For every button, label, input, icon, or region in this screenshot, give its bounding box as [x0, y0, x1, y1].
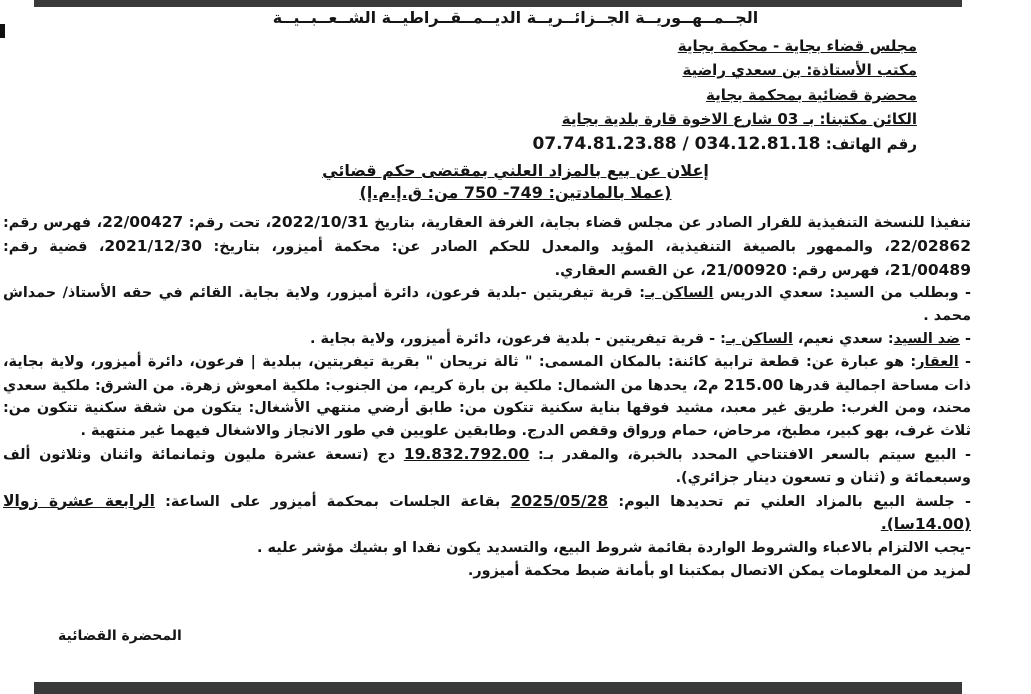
text-segment: : - قرية تيفريتين - بلدية فرعون، دائرة أميزور، ولاية بجاية .: [310, 330, 726, 347]
paragraph-property: [3, 351, 971, 443]
phone-numbers: 07.74.81.23.88 / 034.12.81.18: [532, 133, 821, 154]
notice-title-main: إعلان عن بيع بالمزاد العلني بمقتضى حكم قضائي: [322, 161, 709, 180]
residence-label: الساكن بـ: [725, 330, 793, 347]
notice-body: [3, 211, 971, 583]
top-scan-bar: [34, 0, 962, 7]
court-line: مجلس قضاء بجاية - محكمة بجاية: [677, 37, 917, 55]
paragraph-contact: لمزيد من المعلومات يمكن الاتصال بمكتبنا او بأمانة ضبط محكمة أميزور.: [467, 562, 971, 579]
case-index-number: 21/00920: [705, 260, 787, 279]
phone-line: [397, 132, 917, 156]
property-area: 215.00: [723, 375, 784, 394]
text-segment: دج (تسعة عشرة مليون وثمانمائة واثنان وثلاثون ألف وسبعمائة و (ثنان و تسعون دينار جزائري).: [3, 446, 971, 486]
residence-label: الساكن بـ: [644, 285, 714, 302]
paragraph-conditions: -يجب الالتزام بالاعباء والشروط الواردة بقائمة شروط البيع، والتسديد يكون نقدا او بشيك مؤشر عليه .: [257, 540, 971, 557]
decision-date: 2022/10/31: [271, 213, 369, 231]
text-segment: م2، يحدها من الشمال: ملكية بن بارة كريم، من الجنوب: ملكية امعوش زهرة. من الشرق: ملكية سعدي محند، ومن الغرب: طريق غير معبد، مشيد فوقها بناية سكنية تتكون من: طابق أرضي منتهي الأشغال: يتكون من شقة سكنية تتكون من: ثلاث غرف، بهو كبير، مطبخ، مرحاض، حمام ورواق وقفص الدرج. وطابقين علويين في طور الانجاز والاشغال فيهما غير منتهية .: [3, 377, 971, 440]
bottom-scan-bar: [34, 682, 962, 694]
phone-label: رقم الهاتف:: [825, 134, 917, 153]
text-segment: ، فهرس رقم:: [786, 262, 890, 279]
text-segment: ، فهرس رقم:: [3, 215, 103, 231]
republic-heading: الجــمــهــوريــة الجــزائــريــة الديــمــقــراطيــة الشــعــبــيــة: [272, 8, 759, 27]
text-segment: - البيع سيتم بالسعر الافتتاحي المحدد بالخبرة، والمقدر بـ:: [529, 446, 971, 463]
notice-title: [0, 160, 1031, 204]
decision-number: 22/00427: [102, 213, 184, 231]
role-line: محضرة قضائية بمحكمة بجاية: [706, 85, 917, 104]
text-segment: : قرية تيفريتين -بلدية فرعون، دائرة أميزور، ولاية بجاية. القائم في حقه الأستاذ/ حمداش محمد .: [3, 285, 971, 325]
paragraph-execution: [3, 211, 971, 282]
office-header: [397, 34, 917, 156]
session-time: الرابعة عشرة زوالا (14.00سا).: [3, 491, 971, 534]
text-segment: ، تحت رقم:: [183, 215, 272, 231]
paragraph-defendant: [3, 328, 971, 351]
paragraph-session: [3, 490, 971, 538]
address-line: الكائن مكتبنا: بـ 03 شارع الاخوة قارة بلدية بجاية: [561, 110, 917, 129]
text-segment: ، عن القسم العقاري.: [554, 262, 706, 279]
session-date: 2025/05/28: [510, 491, 609, 510]
text-segment: ، والممهور بالصيغة التنفيذية، المؤيد والمعدل للحكم الصادر عن: محكمة أميزور، بتاريخ:: [202, 238, 890, 255]
judgment-date: 2021/12/30: [104, 236, 202, 255]
text-segment: - جلسة البيع بالمزاد العلني تم تحديدها اليوم:: [608, 493, 971, 510]
text-segment: -: [960, 330, 971, 347]
index-number: 22/02862: [889, 236, 971, 255]
text-segment: : سعدي نعيم،: [792, 330, 894, 347]
property-label: العقار: [916, 353, 959, 370]
office-line: مكتب الأستاذة: بن سعدي راضية: [682, 61, 917, 80]
text-segment: - وبطلب من السيد: سعدي الدريس: [713, 285, 971, 302]
notice-title-sub: (عملا بالمادتين: 749- 750 من: ق.إ.م.إ): [359, 183, 672, 202]
text-segment: -: [958, 353, 971, 370]
text-segment: ، قضية رقم:: [3, 238, 105, 255]
case-number: 21/00489: [889, 260, 971, 279]
text-segment: : هو عبارة عن: قطعة ترابية كائنة: بالمكان المسمى: " ثالة نريحان " بقرية تيفريتين، ببلدية | فرعون، دائرة أميزور، ولاية بجاية، ذات مساحة اجمالية قدرها: [3, 353, 971, 394]
opening-price: 19.832.792.00: [403, 444, 530, 463]
text-segment: بقاعة الجلسات بمحكمة أميزور على الساعة:: [154, 493, 511, 510]
signature-title: المحضرة القضائية: [58, 628, 182, 644]
text-segment: تنفيذا للنسخة التنفيذية للقرار الصادر عن مجلس قضاء بجاية، الغرفة العقارية، بتاريخ: [368, 215, 971, 231]
paragraph-plaintiff: [3, 282, 971, 328]
defendant-label: ضد السيد: [893, 330, 961, 347]
paragraph-price: [3, 443, 971, 490]
